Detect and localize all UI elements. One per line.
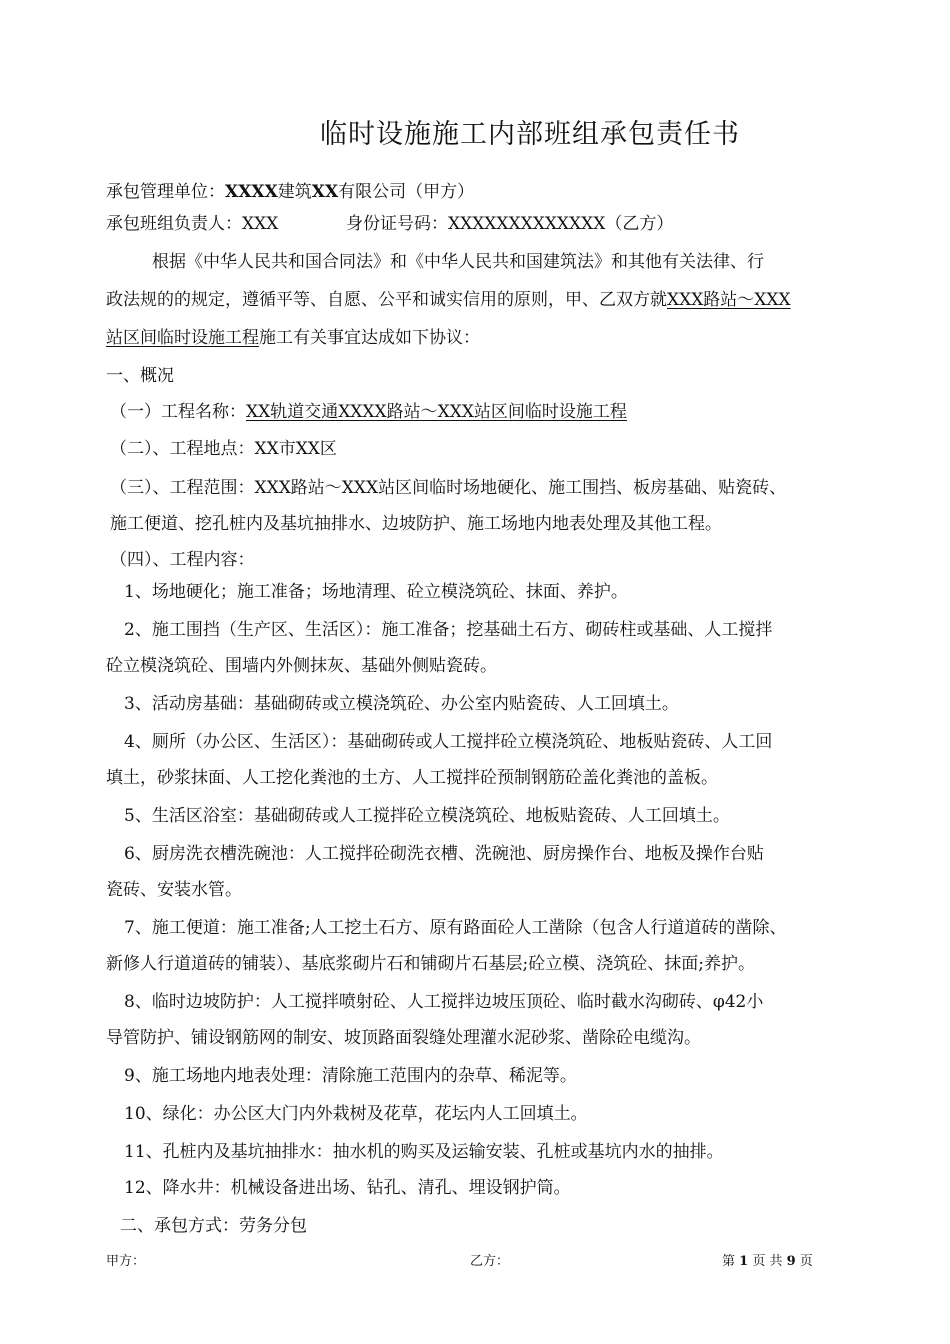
content-item-7b: 新修人行道道砖的铺装）、基底浆砌片石和铺砌片石基层;砼立模、浇筑砼、抹面;养护。 [106, 954, 755, 974]
page-label-pre: 第 [722, 1254, 736, 1269]
total-pages: 9 [786, 1254, 796, 1269]
content-item-8b: 导管防护、铺设钢筋网的制安、坡顶路面裂缝处理灌水泥砂浆、凿除砼电缆沟。 [106, 1028, 701, 1048]
footer-page-number [722, 1250, 813, 1269]
project-scope-1: （三）、工程范围：XXX路站～XXX站区间临时场地硬化、施工围挡、板房基础、贴瓷砖、 [110, 478, 787, 498]
content-item-4b: 填土，砂浆抹面、人工挖化粪池的土方、人工搅拌砼预制钢筋砼盖化粪池的盖板。 [106, 768, 718, 788]
intro-project-underline-1: XXX路站～XXX [667, 290, 791, 310]
intro-line-2 [106, 288, 791, 312]
page-label-post: 页 [799, 1254, 813, 1269]
content-item-8a: 8、临时边坡防护：人工搅拌喷射砼、人工搅拌边坡压顶砼、临时截水沟砌砖、φ42小 [124, 992, 764, 1012]
content-item-10: 10、绿化：办公区大门内外栽树及花草，花坛内人工回填土。 [124, 1104, 588, 1124]
intro-line-2-text: 政法规的的规定，遵循平等、自愿、公平和诚实信用的原则，甲、乙双方就 [106, 290, 667, 310]
content-item-4a: 4、厕所（办公区、生活区）：基础砌砖或人工搅拌砼立模浇筑砼、地板贴瓷砖、人工回 [124, 732, 773, 752]
content-item-5: 5、生活区浴室：基础砌砖或人工搅拌砼立模浇筑砼、地板贴瓷砖、人工回填土。 [124, 806, 730, 826]
current-page: 1 [739, 1254, 749, 1269]
content-item-6a: 6、厨房洗衣槽洗碗池：人工搅拌砼砌洗衣槽、洗碗池、厨房操作台、地板及操作台贴 [124, 844, 764, 864]
section-contract-method: 二、承包方式：劳务分包 [120, 1216, 307, 1236]
unit-label: 承包管理单位： [106, 182, 225, 202]
content-item-2b: 砼立模浇筑砼、围墙内外侧抹灰、基础外侧贴瓷砖。 [106, 656, 497, 676]
page-label-mid: 页 共 [752, 1254, 783, 1269]
content-item-3: 3、活动房基础：基础砌砖或立模浇筑砼、办公室内贴瓷砖、人工回填土。 [124, 694, 679, 714]
intro-line-3-text: 施工有关事宜达成如下协议： [259, 328, 480, 348]
project-location: （二）、工程地点：XX市XX区 [110, 439, 337, 459]
project-content-heading: （四）、工程内容： [110, 550, 255, 570]
unit-bold-1: XXXX [225, 182, 278, 202]
intro-line-1: 根据《中华人民共和国合同法》和《中华人民共和国建筑法》和其他有关法律、行 [152, 252, 764, 272]
section-overview: 一、概况 [106, 366, 174, 386]
leader-line [106, 212, 674, 236]
contractor-unit-line [106, 180, 474, 204]
unit-text-1: 建筑 [277, 182, 312, 202]
leader-label: 承包班组负责人：XXX [106, 214, 279, 234]
project-name-label: （一）工程名称： [110, 402, 246, 422]
document-title: 临时设施施工内部班组承包责任书 [320, 119, 740, 150]
id-number-label: 身份证号码：XXXXXXXXXXXXX（乙方） [346, 214, 674, 234]
content-item-2a: 2、施工围挡（生产区、生活区）：施工准备；挖基础土石方、砌砖柱或基础、人工搅拌 [124, 620, 773, 640]
content-item-12: 12、降水井：机械设备进出场、钻孔、清孔、埋设钢护筒。 [124, 1178, 571, 1198]
project-name-line [110, 400, 627, 424]
project-scope-2: 施工便道、挖孔桩内及基坑抽排水、边坡防护、施工场地内地表处理及其他工程。 [110, 514, 722, 534]
unit-bold-2: XX [311, 182, 339, 202]
content-item-11: 11、孔桩内及基坑抽排水：抽水机的购买及运输安装、孔桩或基坑内水的抽排。 [124, 1142, 724, 1162]
unit-text-2: 有限公司（甲方） [338, 182, 475, 202]
content-item-7a: 7、施工便道：施工准备;人工挖土石方、原有路面砼人工凿除（包含人行道道砖的凿除、 [124, 918, 787, 938]
content-item-1: 1、场地硬化；施工准备；场地清理、砼立模浇筑砼、抹面、养护。 [124, 582, 628, 602]
content-item-9: 9、施工场地内地表处理：清除施工范围内的杂草、稀泥等。 [124, 1066, 577, 1086]
footer-party-b: 乙方： [470, 1254, 510, 1269]
intro-line-3 [106, 326, 480, 350]
content-item-6b: 瓷砖、安装水管。 [106, 880, 242, 900]
footer-party-a: 甲方： [106, 1254, 146, 1269]
intro-project-underline-2: 站区间临时设施工程 [106, 328, 259, 348]
project-name-value: XX轨道交通XXXX路站～XXX站区间临时设施工程 [246, 402, 627, 422]
